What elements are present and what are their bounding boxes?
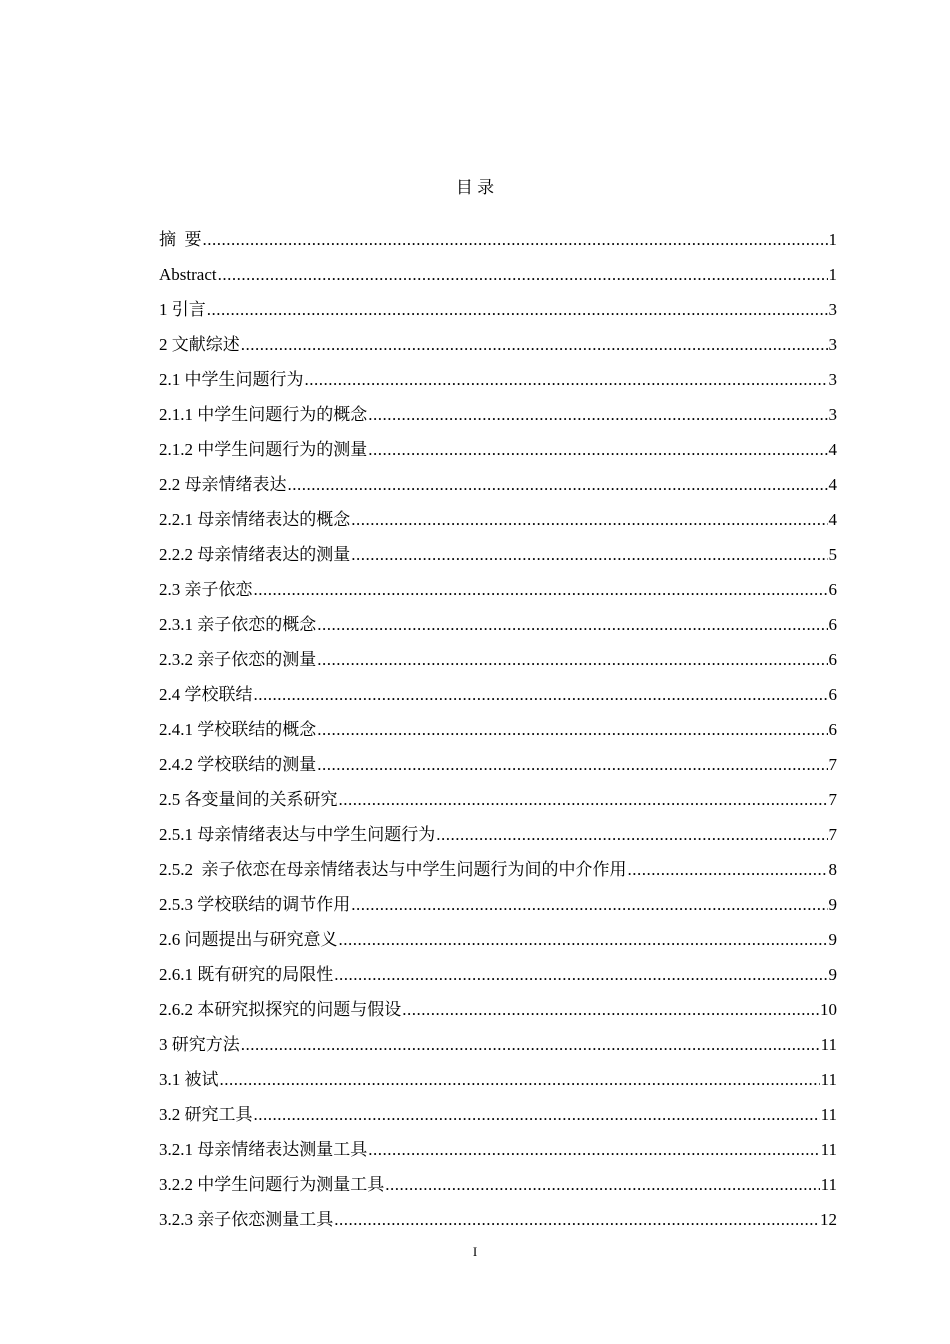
toc-dot-leader bbox=[368, 432, 827, 467]
toc-dot-leader bbox=[385, 1167, 819, 1202]
toc-entry[interactable] bbox=[159, 642, 837, 677]
toc-entry[interactable] bbox=[159, 397, 837, 432]
toc-entry-page: 3 bbox=[828, 370, 837, 389]
toc-dot-leader bbox=[339, 922, 828, 957]
toc-dot-leader bbox=[317, 607, 827, 642]
toc-dot-leader bbox=[317, 642, 827, 677]
toc-entry-page: 7 bbox=[828, 755, 837, 774]
toc-dot-leader bbox=[628, 852, 828, 887]
toc-entry-page: 4 bbox=[828, 510, 837, 529]
toc-dot-leader bbox=[254, 572, 828, 607]
toc-entry-page: 11 bbox=[820, 1070, 837, 1089]
toc-entry-page: 9 bbox=[828, 930, 837, 949]
toc-entry-page: 8 bbox=[828, 860, 837, 879]
toc-entry-page: 6 bbox=[828, 685, 837, 704]
toc-entry-text: 3.2.1 母亲情绪表达测量工具 bbox=[159, 1140, 368, 1159]
toc-entry-page: 3 bbox=[828, 335, 837, 354]
toc-dot-leader bbox=[254, 1097, 820, 1132]
toc-entry[interactable] bbox=[159, 607, 837, 642]
toc-dot-leader bbox=[305, 362, 828, 397]
toc-entry-text: 3.2.3 亲子依恋测量工具 bbox=[159, 1210, 334, 1229]
toc-entry-text: 2 文献综述 bbox=[159, 335, 240, 354]
toc-entry-page: 3 bbox=[828, 405, 837, 424]
toc-entry[interactable] bbox=[159, 957, 837, 992]
toc-entry[interactable] bbox=[159, 327, 837, 362]
toc-entry[interactable] bbox=[159, 502, 837, 537]
toc-entry-text: 2.5.2 亲子依恋在母亲情绪表达与中学生问题行为间的中介作用 bbox=[159, 860, 627, 879]
toc-entry-text: 3.1 被试 bbox=[159, 1070, 219, 1089]
toc-entry-page: 6 bbox=[828, 650, 837, 669]
toc-entry-page: 9 bbox=[828, 895, 837, 914]
toc-dot-leader bbox=[351, 887, 827, 922]
toc-entry[interactable] bbox=[159, 712, 837, 747]
toc-dot-leader bbox=[317, 712, 827, 747]
toc-entry[interactable] bbox=[159, 922, 837, 957]
toc-entry-page: 3 bbox=[828, 300, 837, 319]
toc-entry-text: 3.2.2 中学生问题行为测量工具 bbox=[159, 1175, 385, 1194]
toc-entry-text: 2.3.1 亲子依恋的概念 bbox=[159, 615, 317, 634]
toc-entry[interactable] bbox=[159, 887, 837, 922]
toc-entry[interactable] bbox=[159, 257, 837, 292]
toc-entry-text: 2.5 各变量间的关系研究 bbox=[159, 790, 338, 809]
toc-entry-text: Abstract bbox=[159, 265, 217, 284]
toc-entry-text: 2.6.2 本研究拟探究的问题与假设 bbox=[159, 1000, 402, 1019]
toc-entry-page: 11 bbox=[820, 1105, 837, 1124]
toc-entry[interactable] bbox=[159, 852, 837, 887]
toc-entry-page: 7 bbox=[828, 790, 837, 809]
toc-entry-page: 1 bbox=[828, 265, 837, 284]
toc-entry-text: 2.5.3 学校联结的调节作用 bbox=[159, 895, 351, 914]
toc-entry-page: 6 bbox=[828, 580, 837, 599]
toc-entry[interactable] bbox=[159, 677, 837, 712]
toc-dot-leader bbox=[402, 992, 819, 1027]
toc-entry-text: 2.6.1 既有研究的局限性 bbox=[159, 965, 334, 984]
toc-entry-text: 2.3 亲子依恋 bbox=[159, 580, 253, 599]
toc-entry-page: 6 bbox=[828, 720, 837, 739]
toc-dot-leader bbox=[351, 537, 827, 572]
toc-entry-text: 3 研究方法 bbox=[159, 1035, 240, 1054]
toc-entry-page: 11 bbox=[820, 1035, 837, 1054]
toc-dot-leader bbox=[241, 327, 828, 362]
toc-entry-text: 2.2.1 母亲情绪表达的概念 bbox=[159, 510, 351, 529]
toc-entry[interactable] bbox=[159, 1132, 837, 1167]
toc-entry[interactable] bbox=[159, 1097, 837, 1132]
toc-dot-leader bbox=[241, 1027, 820, 1062]
toc-entry-page: 5 bbox=[828, 545, 837, 564]
toc-entry-page: 1 bbox=[828, 230, 837, 249]
toc-dot-leader bbox=[351, 502, 827, 537]
toc-entry[interactable] bbox=[159, 817, 837, 852]
table-of-contents bbox=[159, 222, 837, 1237]
toc-dot-leader bbox=[220, 1062, 820, 1097]
toc-dot-leader bbox=[334, 1202, 819, 1237]
toc-entry-text: 3.2 研究工具 bbox=[159, 1105, 253, 1124]
toc-entry[interactable] bbox=[159, 1202, 837, 1237]
toc-entry[interactable] bbox=[159, 782, 837, 817]
toc-entry-text: 2.1.1 中学生问题行为的概念 bbox=[159, 405, 368, 424]
toc-entry[interactable] bbox=[159, 1167, 837, 1202]
toc-entry-page: 11 bbox=[820, 1140, 837, 1159]
toc-entry[interactable] bbox=[159, 747, 837, 782]
toc-entry-text: 2.1 中学生问题行为 bbox=[159, 370, 304, 389]
toc-dot-leader bbox=[436, 817, 827, 852]
toc-entry-page: 6 bbox=[828, 615, 837, 634]
toc-entry[interactable] bbox=[159, 572, 837, 607]
toc-entry-text: 2.4.2 学校联结的测量 bbox=[159, 755, 317, 774]
toc-entry-page: 4 bbox=[828, 440, 837, 459]
toc-dot-leader bbox=[339, 782, 828, 817]
toc-dot-leader bbox=[334, 957, 827, 992]
toc-entry-text: 2.2.2 母亲情绪表达的测量 bbox=[159, 545, 351, 564]
toc-dot-leader bbox=[317, 747, 827, 782]
toc-entry-page: 12 bbox=[820, 1210, 837, 1229]
toc-dot-leader bbox=[288, 467, 828, 502]
toc-entry[interactable] bbox=[159, 1027, 837, 1062]
toc-entry[interactable] bbox=[159, 292, 837, 327]
toc-title: 目 录 bbox=[455, 178, 495, 197]
toc-entry-text: 2.6 问题提出与研究意义 bbox=[159, 930, 338, 949]
toc-entry-text: 2.4.1 学校联结的概念 bbox=[159, 720, 317, 739]
toc-entry-page: 4 bbox=[828, 475, 837, 494]
toc-entry-text: 2.4 学校联结 bbox=[159, 685, 253, 704]
toc-dot-leader bbox=[254, 677, 828, 712]
toc-entry[interactable] bbox=[159, 537, 837, 572]
toc-dot-leader bbox=[218, 257, 828, 292]
toc-entry[interactable] bbox=[159, 362, 837, 397]
toc-entry-text: 摘 要 bbox=[159, 230, 202, 249]
toc-entry-page: 9 bbox=[828, 965, 837, 984]
toc-dot-leader bbox=[203, 222, 828, 257]
toc-entry-text: 2.2 母亲情绪表达 bbox=[159, 475, 287, 494]
toc-entry[interactable] bbox=[159, 222, 837, 257]
toc-dot-leader bbox=[368, 397, 827, 432]
toc-entry[interactable] bbox=[159, 432, 837, 467]
toc-entry-page: 11 bbox=[820, 1175, 837, 1194]
toc-entry-page: 7 bbox=[828, 825, 837, 844]
page-number: I bbox=[472, 1244, 478, 1259]
toc-dot-leader bbox=[368, 1132, 819, 1167]
toc-entry-text: 2.5.1 母亲情绪表达与中学生问题行为 bbox=[159, 825, 436, 844]
toc-entry[interactable] bbox=[159, 467, 837, 502]
toc-entry[interactable] bbox=[159, 1062, 837, 1097]
toc-entry-text: 2.3.2 亲子依恋的测量 bbox=[159, 650, 317, 669]
toc-entry-text: 1 引言 bbox=[159, 300, 206, 319]
toc-dot-leader bbox=[207, 292, 828, 327]
toc-entry[interactable] bbox=[159, 992, 837, 1027]
toc-entry-text: 2.1.2 中学生问题行为的测量 bbox=[159, 440, 368, 459]
toc-entry-page: 10 bbox=[820, 1000, 837, 1019]
